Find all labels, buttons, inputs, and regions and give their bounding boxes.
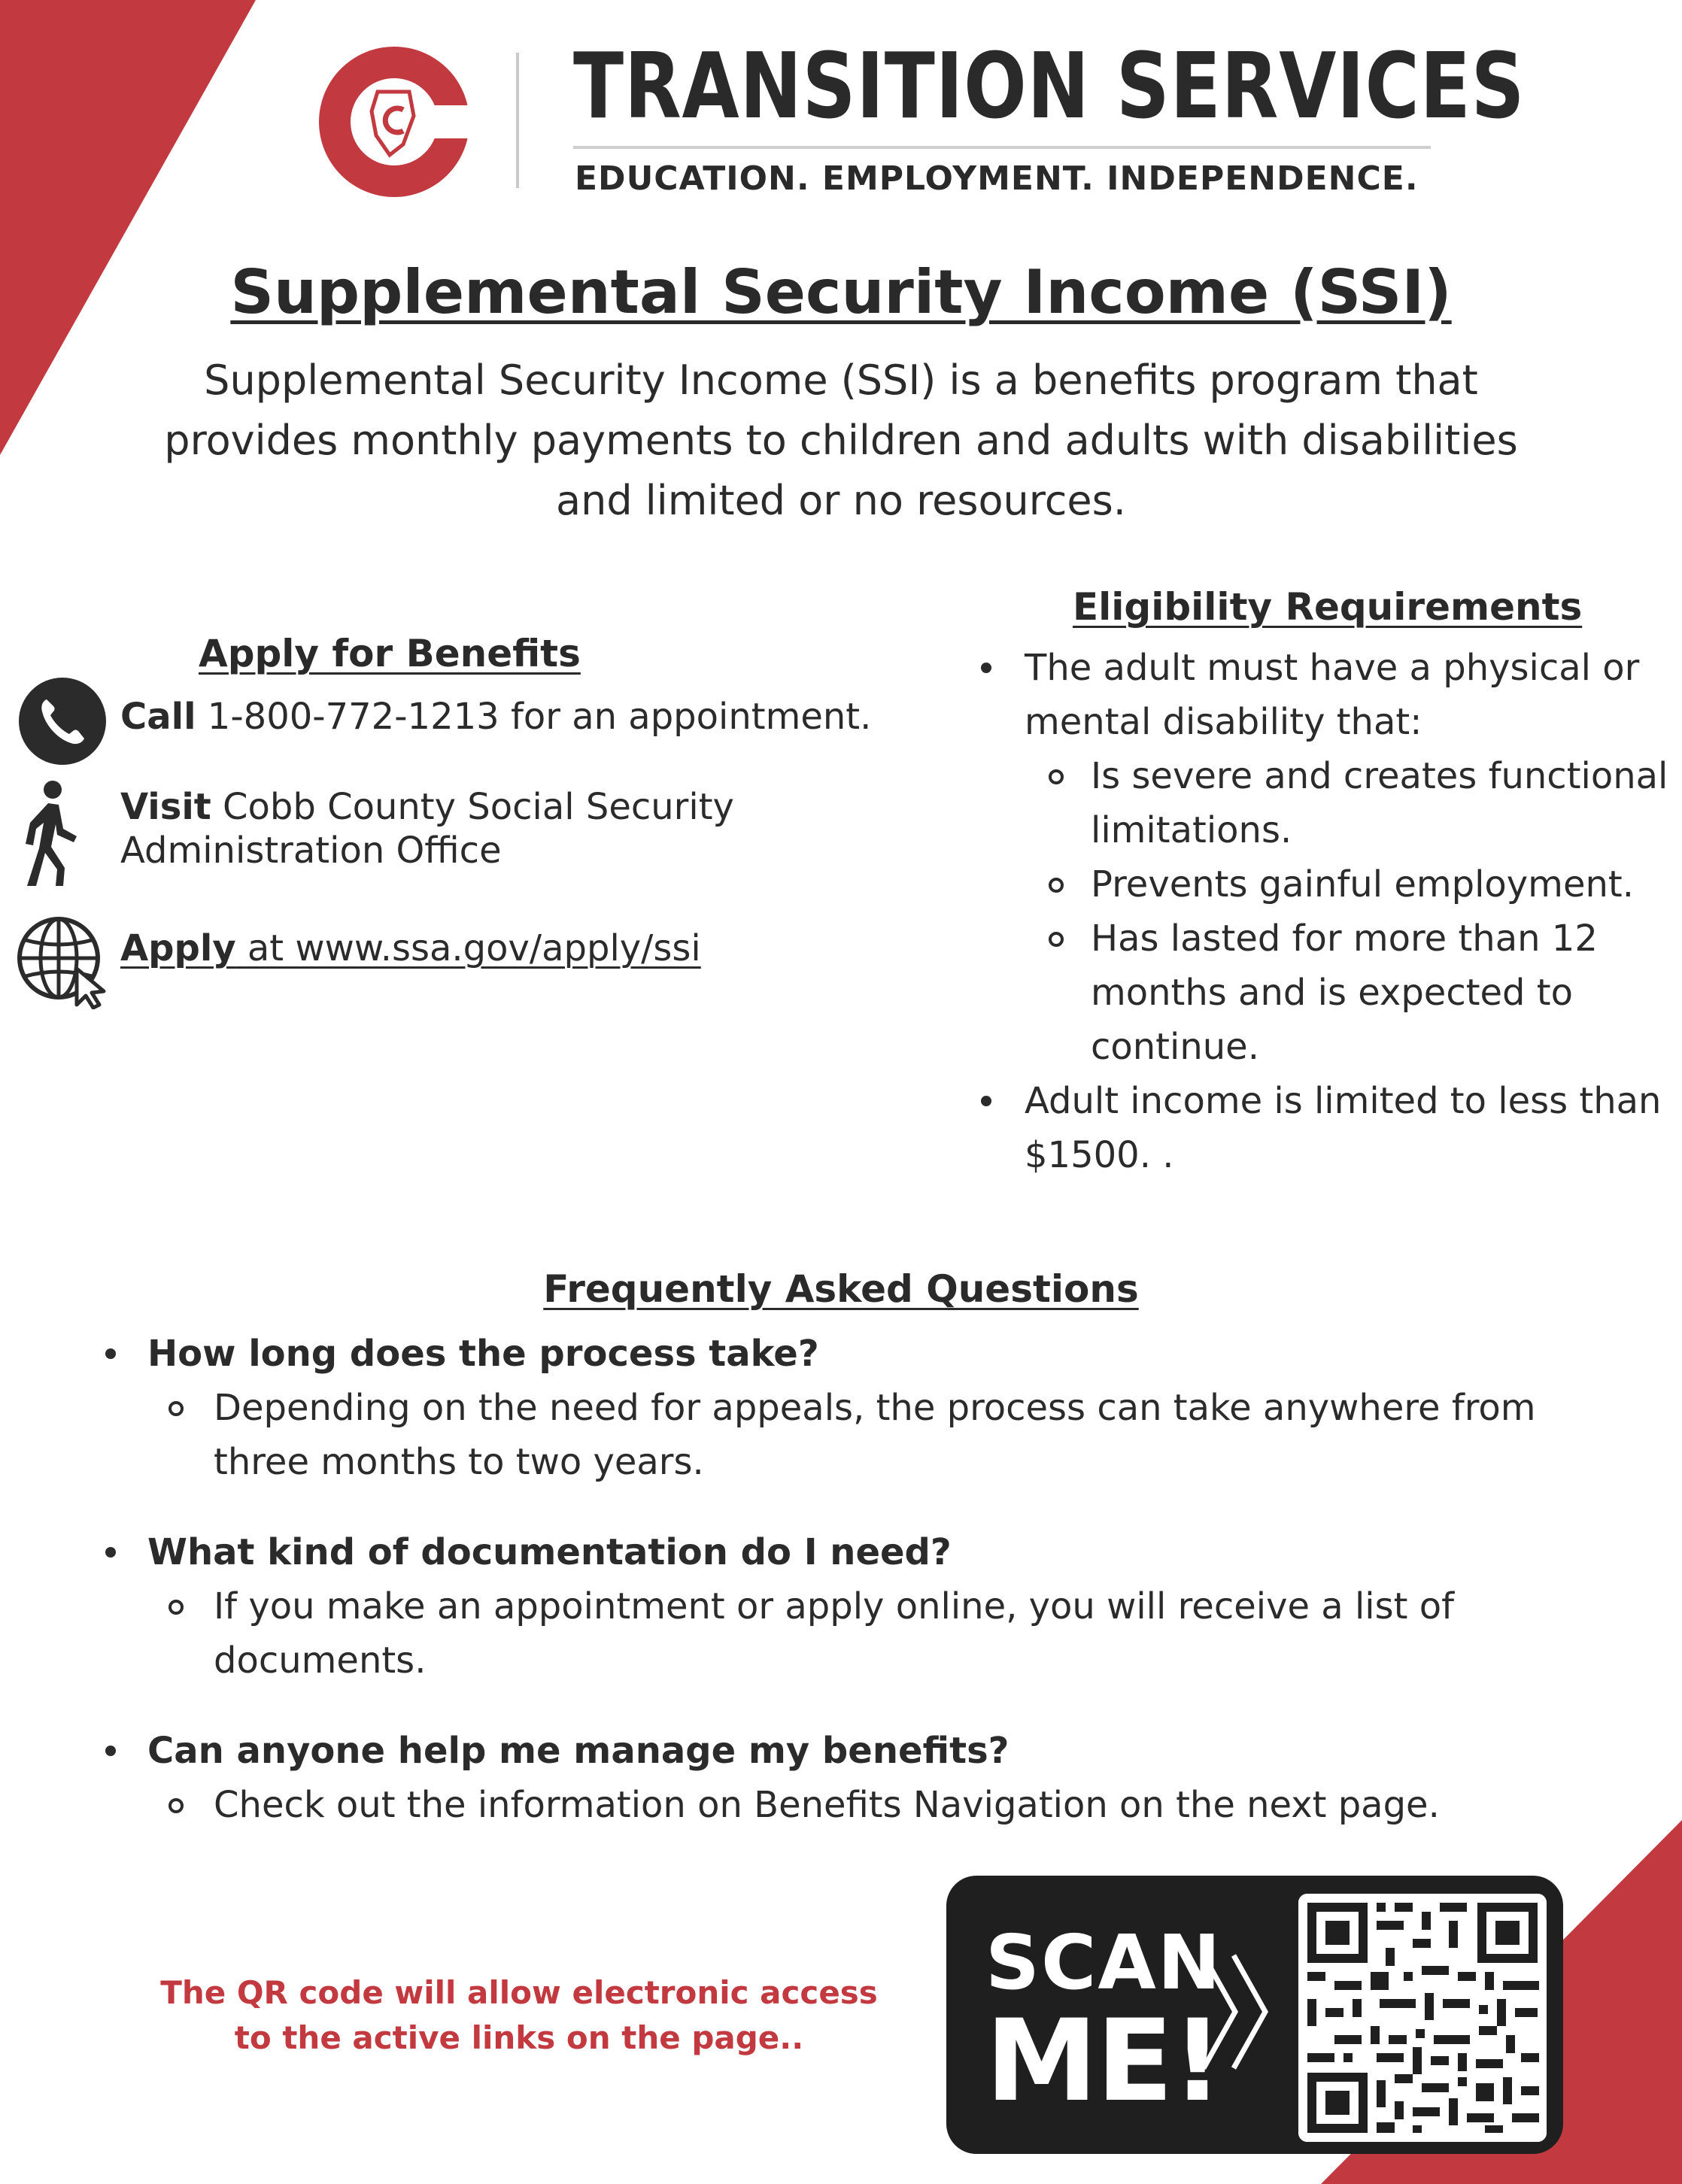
scan-line-2: ME! [985,1996,1222,2127]
faq-question: Can anyone help me manage my benefits? [105,1724,1595,1778]
faq-spacer [105,1489,1595,1525]
double-chevron-icon [1196,1940,1279,2083]
brand-rule [573,146,1431,149]
faq-question: What kind of documentation do I need? [105,1525,1595,1579]
brand-tagline: EDUCATION. EMPLOYMENT. INDEPENDENCE. [575,159,1419,198]
page-title: Supplemental Security Income (SSI) [230,257,1452,327]
eligibility-subitem: Is severe and creates functional limitations. [979,749,1671,857]
call-label: Call [120,696,196,738]
eligibility-item: The adult must have a physical or mental disability that: [979,641,1671,749]
visit-text: Cobb County Social Security Administration Office [120,786,734,872]
faq-answer: If you make an appointment or apply online, you will receive a list of documents. [105,1579,1595,1688]
faq-list [105,1327,1595,1832]
apply-call-row [120,695,918,739]
apply-visit-row [120,785,827,872]
walking-person-icon [14,779,86,890]
qr-note: The QR code will allow electronic access to the active links on the page.. [160,1974,878,2056]
visit-label: Visit [120,786,211,828]
eligibility-subitem: Prevents gainful employment. [979,857,1671,912]
phone-icon [18,677,107,766]
scan-me-label [985,1919,1222,2127]
apply-web-link[interactable] [120,927,873,970]
apply-url[interactable]: at www.ssa.gov/apply/ssi [235,927,701,969]
eligibility-heading: Eligibility Requirements [1073,585,1583,629]
faq-answer: Depending on the need for appeals, the process can take anywhere from three months to two years. [105,1381,1595,1489]
call-text: 1-800-772-1213 for an appointment. [196,696,872,738]
logo-divider [516,53,519,188]
faq-answer: Check out the information on Benefits Navigation on the next page. [105,1778,1595,1832]
faq-spacer [105,1688,1595,1724]
apply-heading: Apply for Benefits [199,632,581,675]
eligibility-list [979,641,1671,1182]
eligibility-item: Adult income is limited to less than $1500. . [979,1074,1671,1182]
brand-title: TRANSITION SERVICES [573,35,1526,139]
faq-question: How long does the process take? [105,1327,1595,1381]
eligibility-subitem: Has lasted for more than 12 months and is expected to continue. [979,912,1671,1074]
faq-heading: Frequently Asked Questions [543,1267,1139,1311]
intro-paragraph: Supplemental Security Income (SSI) is a benefits program that provides monthly payments to children and adults with disabilities and limited or no resources. [164,356,1518,524]
scan-line-1: SCAN [985,1919,1222,2007]
qr-code-icon[interactable] [1298,1894,1547,2142]
apply-label[interactable]: Apply [120,927,236,969]
cobb-c-logo-icon [319,47,469,197]
globe-cursor-icon [17,916,110,1009]
